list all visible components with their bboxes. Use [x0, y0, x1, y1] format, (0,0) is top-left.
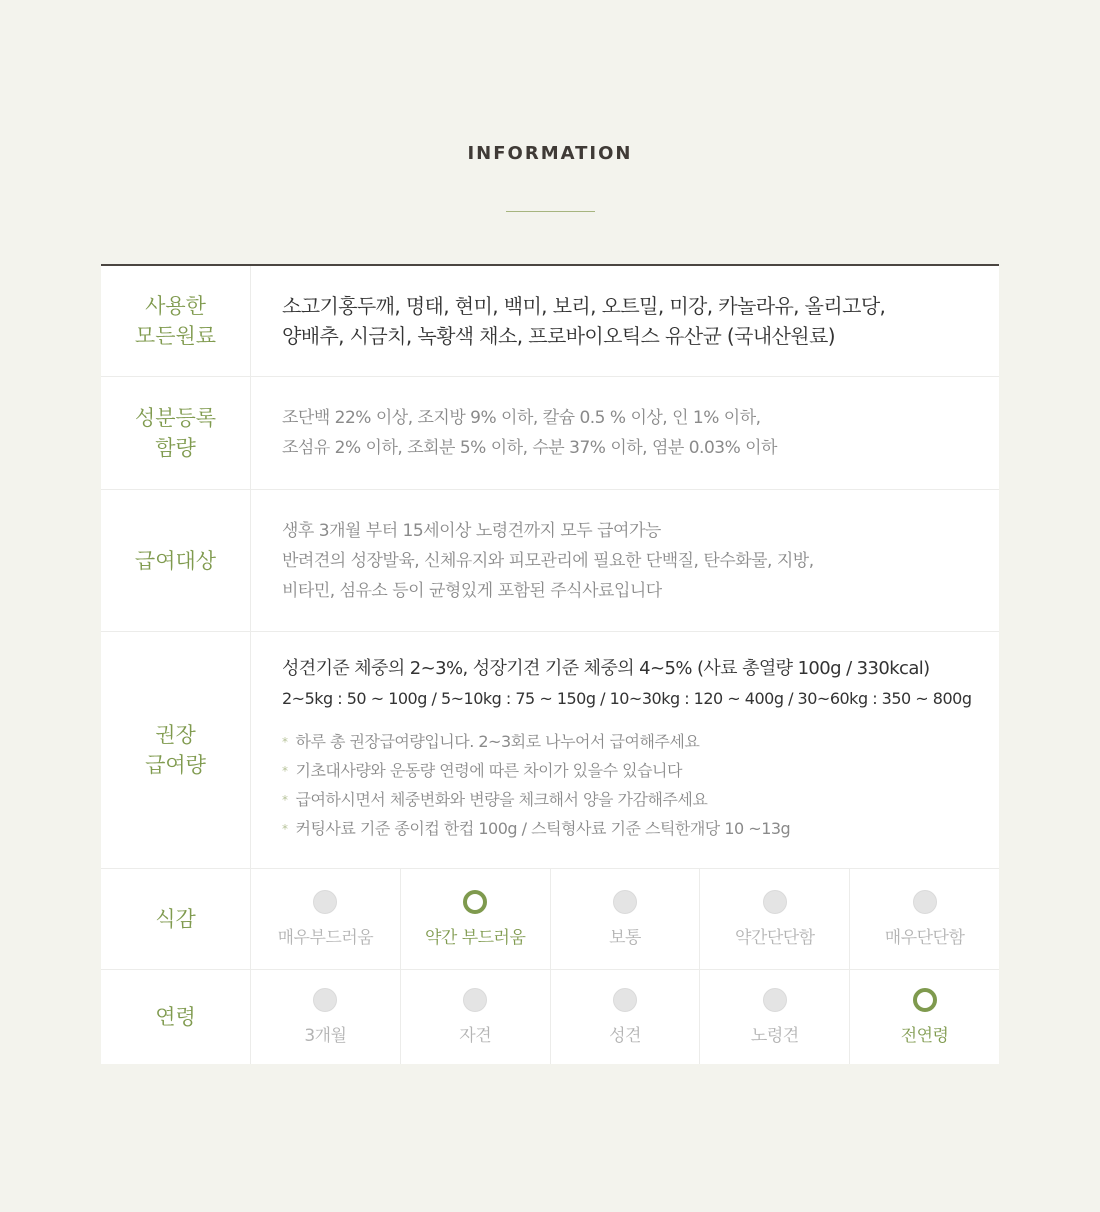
note-text: 급여하시면서 체중변화와 변량을 체크해서 양을 가감해주세요 — [295, 790, 708, 809]
note-text: 하루 총 권장급여량입니다. 2~3회로 나누어서 급여해주세요 — [295, 732, 700, 751]
age-scale — [251, 970, 999, 1064]
feeding-content — [251, 632, 999, 868]
radio-dot-icon — [313, 988, 337, 1012]
texture-option — [251, 869, 401, 969]
option-label: 매우단단함 — [884, 928, 965, 948]
radio-dot-icon — [463, 988, 487, 1012]
note-text: 커팅사료 기준 종이컵 한컵 100g / 스틱형사료 기준 스틱한개당 10 ~13g — [295, 819, 791, 838]
note-item — [282, 728, 999, 757]
row-age — [101, 970, 999, 1064]
asterisk-icon: * — [282, 764, 288, 778]
radio-dot-icon — [313, 890, 337, 914]
option-label: 전연령 — [900, 1026, 949, 1046]
radio-dot-icon — [613, 988, 637, 1012]
option-label: 약간 부드러움 — [424, 928, 526, 948]
age-option — [251, 970, 401, 1064]
asterisk-icon: * — [282, 822, 288, 836]
feeding-weight-table: 2~5kg : 50 ~ 100g / 5~10kg : 75 ~ 150g / 10~30kg : 120 ~ 400g / 30~60kg : 350 ~ 800g — [282, 689, 972, 708]
target-content — [251, 490, 999, 631]
target-line: 반려견의 성장발육, 신체유지와 피모관리에 필요한 단백질, 탄수화물, 지방, — [282, 550, 814, 571]
age-option — [401, 970, 551, 1064]
radio-dot-icon — [463, 890, 487, 914]
texture-option — [401, 869, 551, 969]
age-option — [700, 970, 850, 1064]
option-label: 3개월 — [304, 1026, 347, 1046]
radio-dot-icon — [913, 988, 937, 1012]
target-line: 생후 3개월 부터 15세이상 노령견까지 모두 급여가능 — [282, 520, 661, 541]
row-analysis — [101, 377, 999, 490]
radio-dot-icon — [613, 890, 637, 914]
analysis-line: 조섬유 2% 이하, 조회분 5% 이하, 수분 37% 이하, 염분 0.03% 이하 — [282, 438, 777, 458]
row-feeding — [101, 632, 999, 869]
note-item — [282, 786, 999, 815]
analysis-content — [251, 377, 999, 489]
option-label: 성견 — [609, 1026, 641, 1046]
texture-scale — [251, 869, 999, 969]
texture-option — [551, 869, 701, 969]
row-label-ingredients: 사용한 모든원료 — [101, 266, 251, 376]
section-title: INFORMATION — [467, 143, 633, 164]
texture-option — [700, 869, 850, 969]
note-item — [282, 815, 999, 844]
asterisk-icon: * — [282, 735, 288, 749]
age-option — [551, 970, 701, 1064]
texture-option — [850, 869, 999, 969]
row-label-texture: 식감 — [101, 869, 251, 969]
feeding-main-line: 성견기준 체중의 2~3%, 성장기견 기준 체중의 4~5% (사료 총열량 100g / 330kcal) — [282, 658, 930, 679]
option-label: 약간단단함 — [734, 928, 815, 948]
row-target — [101, 490, 999, 632]
option-label: 매우부드러움 — [277, 928, 374, 948]
row-label-analysis: 성분등록 함량 — [101, 377, 251, 489]
note-text: 기초대사량와 운동량 연령에 따른 차이가 있을수 있습니다 — [295, 761, 682, 780]
option-label: 노령견 — [750, 1026, 799, 1046]
title-divider — [506, 211, 595, 212]
option-label: 자견 — [459, 1026, 492, 1046]
analysis-line: 조단백 22% 이상, 조지방 9% 이하, 칼슘 0.5 % 이상, 인 1% 이하, — [282, 408, 761, 428]
row-texture — [101, 869, 999, 970]
option-label: 보통 — [609, 928, 641, 948]
row-ingredients — [101, 266, 999, 377]
ingredients-line: 소고기홍두깨, 명태, 현미, 백미, 보리, 오트밀, 미강, 카놀라유, 올리고당, — [282, 294, 886, 318]
age-option — [850, 970, 999, 1064]
radio-dot-icon — [763, 890, 787, 914]
information-table — [101, 264, 999, 1064]
feeding-notes — [282, 728, 999, 844]
row-label-target: 급여대상 — [101, 490, 251, 631]
asterisk-icon: * — [282, 793, 288, 807]
ingredients-content — [251, 266, 999, 376]
note-item — [282, 757, 999, 786]
radio-dot-icon — [763, 988, 787, 1012]
radio-dot-icon — [913, 890, 937, 914]
row-label-feeding: 권장 급여량 — [101, 632, 251, 868]
target-line: 비타민, 섬유소 등이 균형있게 포함된 주식사료입니다 — [282, 580, 662, 601]
ingredients-line: 양배추, 시금치, 녹황색 채소, 프로바이오틱스 유산균 (국내산원료) — [282, 324, 835, 348]
row-label-age: 연령 — [101, 970, 251, 1064]
